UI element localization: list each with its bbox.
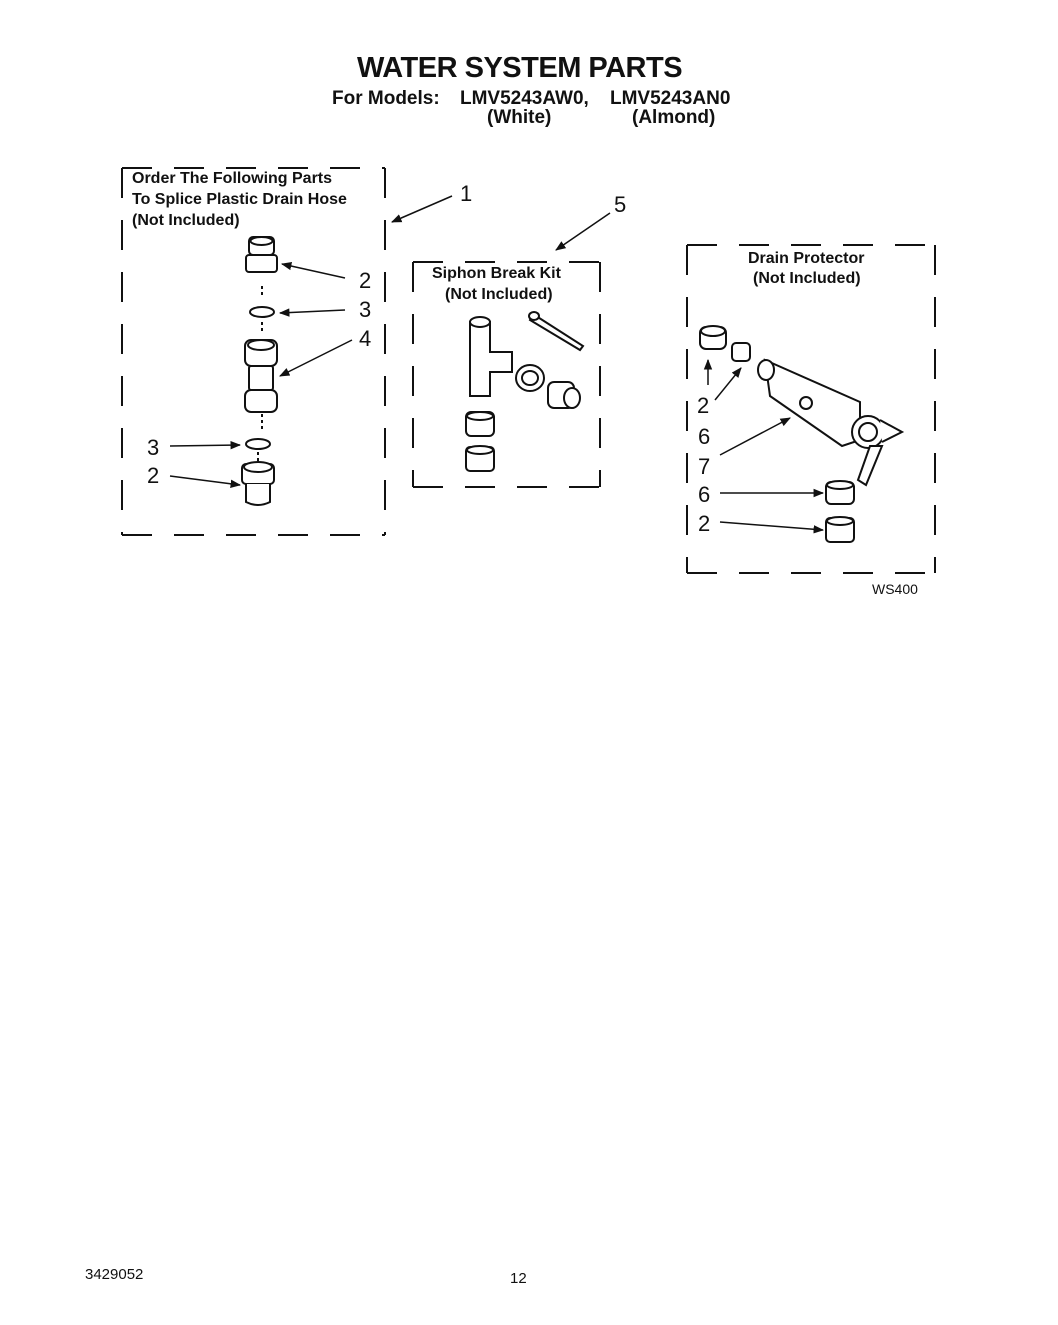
drain-box-line-1: Drain Protector	[748, 250, 865, 267]
model-number-almond: LMV5243AN0	[610, 88, 731, 109]
leader-drain-7	[720, 418, 790, 455]
leader-drain-6a	[715, 368, 741, 400]
siphon-nut	[516, 365, 544, 391]
callout-drain-7: 7	[698, 454, 711, 479]
color-white-label: (White)	[487, 107, 552, 128]
callout-splice-4: 4	[359, 326, 372, 351]
models-label: For Models:	[332, 88, 440, 109]
clamp-bottom	[246, 439, 270, 449]
splice-box-line-1: Order The Following Parts	[132, 170, 333, 187]
callout-5: 5	[614, 192, 627, 217]
leader-splice-4	[280, 340, 352, 376]
splice-parts	[242, 237, 277, 505]
figure-code: WS400	[872, 581, 918, 597]
siphon-box-line-2: (Not Included)	[445, 286, 553, 303]
drain-cap	[826, 517, 854, 542]
drain-protector-body	[758, 360, 902, 485]
siphon-nut-lower	[466, 412, 494, 436]
splice-box-line-2: To Splice Plastic Drain Hose	[132, 191, 347, 208]
callout-splice-3-bottom: 3	[147, 435, 160, 460]
coupling-tube	[245, 340, 277, 412]
drain-nut-top	[732, 343, 750, 361]
siphon-cap	[466, 446, 494, 471]
callout-splice-2-top: 2	[359, 268, 372, 293]
drain-box-line-2: (Not Included)	[753, 270, 861, 287]
splice-box-line-3: (Not Included)	[132, 212, 240, 229]
leader-5	[556, 213, 610, 250]
siphon-fitting	[548, 382, 580, 408]
drain-nut-bottom	[826, 481, 854, 504]
drain-parts	[700, 326, 902, 542]
connector-bottom	[242, 462, 274, 505]
color-almond-label: (Almond)	[632, 107, 716, 128]
siphon-parts	[466, 312, 583, 471]
leader-1	[392, 196, 452, 222]
callout-drain-2b: 2	[698, 511, 711, 536]
leader-splice-3-top	[280, 310, 345, 313]
siphon-box-line-1: Siphon Break Kit	[432, 265, 561, 282]
callout-drain-6a: 6	[698, 424, 711, 449]
callout-drain-6b: 6	[698, 482, 711, 507]
model-number-white: LMV5243AW0,	[460, 88, 589, 109]
connector-top	[246, 237, 277, 272]
clamp-top	[250, 307, 274, 317]
page-number: 12	[510, 1270, 527, 1287]
callout-1: 1	[460, 181, 473, 206]
leader-splice-2-top	[282, 264, 345, 278]
leader-splice-2-bottom	[170, 476, 240, 485]
leader-drain-2b	[720, 522, 823, 530]
callout-splice-2-bottom: 2	[147, 463, 160, 488]
document-number: 3429052	[85, 1266, 144, 1283]
leader-splice-3-bottom	[170, 445, 240, 446]
callout-drain-2a: 2	[697, 393, 710, 418]
drain-connector-top	[700, 326, 726, 349]
callout-splice-3-top: 3	[359, 297, 372, 322]
page-title: WATER SYSTEM PARTS	[357, 52, 683, 84]
